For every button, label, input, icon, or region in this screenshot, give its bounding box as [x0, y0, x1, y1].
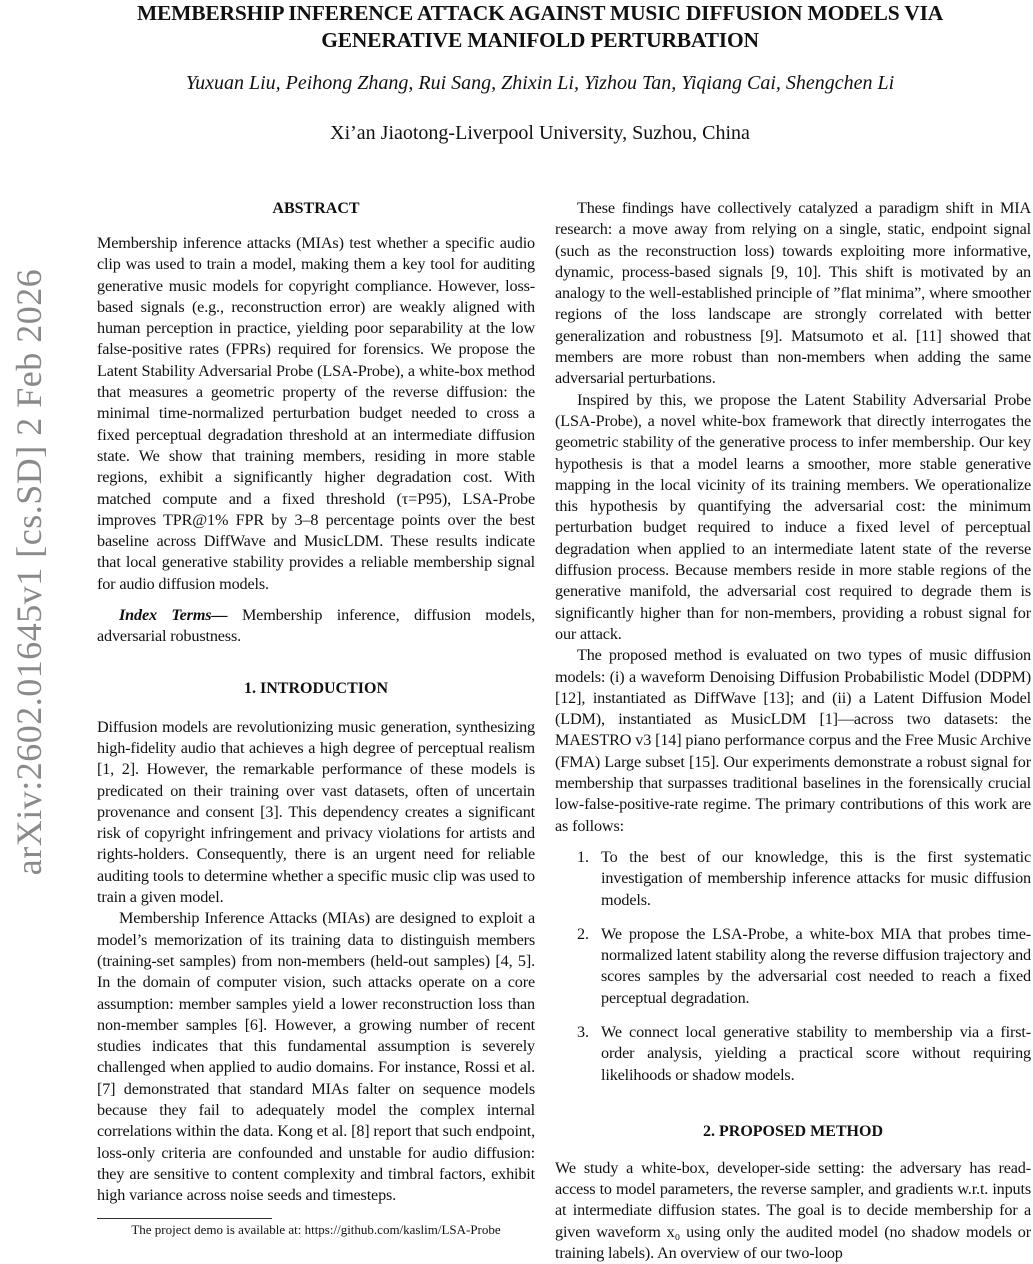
- item-number: 1.: [577, 847, 589, 866]
- left-column: [97, 198, 535, 1238]
- method-heading: 2. PROPOSED METHOD: [702, 1122, 883, 1140]
- right-column: [555, 198, 1031, 1264]
- index-terms-label: Index Terms—: [119, 606, 228, 625]
- arxiv-stamp: arXiv:2602.01645v1 [cs.SD] 2 Feb 2026: [9, 268, 49, 876]
- intro-paragraph: Inspired by this, we propose the Latent Stability Adversarial Probe (LSA-Probe), a novel white-box framework that directly interrogates the geometric stability of the generative process to infer membership. Our key hypothesis is that a model learns a smoother, more stable generative mapping in the local vicinity of its training members. We operationalize this hypothesis by quantifying the adversarial cost: the minimum perturbation budget required to induce a fixed level of perceptual degradation when applied to an intermediate latent state of the reverse diffusion process. Because members reside in more stable regions of the generative manifold, the adversarial cost required to degrade them is significantly higher than for non-members, providing a robust signal for our attack.: [555, 390, 1031, 643]
- intro-paragraph: The proposed method is evaluated on two types of music diffusion models: (i) a waveform Denoising Diffusion Probabilistic Model (DDPM) [12], instantiated as DiffWave [13]; and (ii) a Latent Diffusion Model (LDM), instantiated as MusicLDM [1]—across two datasets: the MAESTRO v3 [14] piano performance corpus and the Free Music Archive (FMA) Large subset [15]. Our experiments demonstrate a robust signal for membership that surpasses traditional baselines in the forensically crucial low-false-positive-rate regime. The primary contributions of this work are as follows:: [555, 646, 1031, 835]
- index-terms-text: Membership inference, diffusion models, adversarial robustness.: [97, 606, 535, 646]
- contribution-item: [555, 1022, 1031, 1086]
- abstract-text: Membership inference attacks (MIAs) test whether a specific audio clip was used to train a model, making them a key tool for auditing generative music models for copyright compliance. However, loss-based signals (e.g., reconstruction error) are weakly aligned with human perception in practice, yielding poor separability at the low false-positive rates (FPRs) required for forensics. We propose the Latent Stability Adversarial Probe (LSA-Probe), a white-box method that measures a geometric property of the reverse diffusion: the minimal time-normalized perturbation budget needed to cross a fixed perceptual degradation threshold at an intermediate diffusion state. We show that training members, residing in more stable regions, exhibit a significantly higher degradation cost. With matched compute and a fixed threshold (τ=P95), LSA-Probe improves TPR@1% FPR by 3–8 percentage points over the best baseline across DiffWave and MusicLDM. These results indicate that local generative stability provides a reliable membership signal for audio diffusion models.: [97, 234, 535, 593]
- method-paragraph: We study a white-box, developer-side setting: the adversary has read-access to model parameters, the reverse sampler, and gradients w.r.t. inputs at intermediate diffusion states. The goal is to decide membership for a given waveform x₀ using only the audited model (no shadow models or training labels). An overview of our two-loop: [555, 1158, 1031, 1263]
- intro-heading: 1. INTRODUCTION: [243, 679, 388, 697]
- item-text: We propose the LSA-Probe, a white-box MIA that probes time-normalized latent stability along the reverse diffusion trajectory and scores samples by the adversarial cost needed to reach a fixed perceptual degradation.: [601, 924, 1031, 1007]
- intro-paragraph: Diffusion models are revolutionizing music generation, synthesizing high-fidelity audio that achieves a high degree of perceptual realism [1, 2]. However, the remarkable performance of these models is predicated on their training over vast datasets, often of uncertain provenance and consent [3]. This dependency creates a significant risk of copyright infringement and privacy violations for artists and rights-holders. Consequently, there is an urgent need for reliable auditing tools to determine whether a specific music clip was used to train a given model.: [97, 717, 535, 907]
- author-list: Yuxuan Liu, Peihong Zhang, Rui Sang, Zhixin Li, Yizhou Tan, Yiqiang Cai, Shengchen Li: [185, 72, 895, 94]
- footnote-rule: [97, 1218, 272, 1219]
- intro-paragraph: Membership Inference Attacks (MIAs) are designed to exploit a model’s memorization of its training data to distinguish members (training-set samples) from non-members (held-out samples) [4, 5]. In the domain of computer vision, such attacks operate on a core assumption: member samples yield a lower reconstruction loss than non-member samples [6]. However, a growing number of recent studies indicates that this fundamental assumption is severely challenged when applied to audio domains. For instance, Rossi et al. [7] demonstrated that standard MIAs falter on sequence models because they fail to adequately model the complex internal correlations within the data. Kong et al. [8] report that such endpoint, loss-only criteria are confounded and unstable for audio diffusion: they are sensitive to content complexity and timbral factors, exhibit high variance across noise seeds and timesteps.: [97, 909, 535, 1205]
- item-number: 3.: [577, 1022, 589, 1041]
- footnote: The project demo is available at: https://github.com/kaslim/LSA-Probe: [131, 1222, 501, 1238]
- abstract-heading: ABSTRACT: [272, 200, 360, 217]
- affiliation: Xi’an Jiaotong-Liverpool University, Suzhou, China: [330, 122, 750, 144]
- item-number: 2.: [577, 924, 589, 943]
- index-terms: [97, 605, 535, 648]
- contributions-list: [555, 847, 1031, 1086]
- item-text: To the best of our knowledge, this is the first systematic investigation of membership inference attacks for music diffusion models.: [601, 847, 1031, 909]
- contribution-item: [555, 847, 1031, 911]
- item-text: We connect local generative stability to membership via a first-order analysis, yielding a practical score without requiring likelihoods or shadow models.: [601, 1022, 1031, 1084]
- title-line: MEMBERSHIP INFERENCE ATTACK AGAINST MUSIC DIFFUSION MODELS VIA: [136, 1, 944, 25]
- contribution-item: [555, 924, 1031, 1009]
- intro-paragraph: These findings have collectively catalyzed a paradigm shift in MIA research: a move away from relying on a single, static, endpoint signal (such as the reconstruction loss) towards exploiting more informative, dynamic, process-based signals [9, 10]. This shift is motivated by an analogy to the well-established principle of ”flat minima”, where smoother regions of the loss landscape are strongly correlated with better generalization and robustness [9]. Matsumoto et al. [11] showed that members are more robust than non-members when adding the same adversarial perturbations.: [555, 199, 1031, 388]
- paper-title: [60, 0, 1020, 54]
- title-line: GENERATIVE MANIFOLD PERTURBATION: [321, 28, 759, 52]
